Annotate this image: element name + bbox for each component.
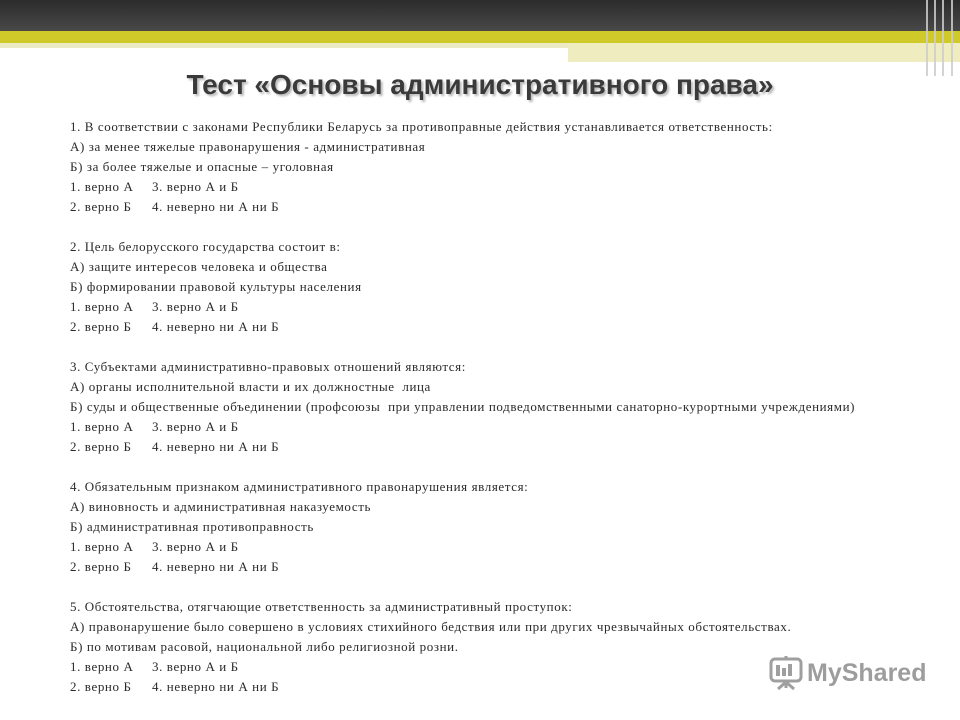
question-text: 3. Субъектами административно-правовых отношений являются: [70,359,466,374]
answer-choice: 1. верно А [70,419,134,434]
answer-choice: 2. верно Б [70,199,132,214]
answer-choice: 3. верно А и Б [152,299,239,314]
question-text: 1. В соответствии с законами Республики Беларусь за противоправные действия устанавливается ответственность: [70,119,773,134]
answer-row [70,557,930,577]
option-b: Б) по мотивам расовой, национальной либо религиозной розни. [70,639,459,654]
answer-row [70,197,930,217]
option-b: Б) формировании правовой культуры населения [70,279,362,294]
answer-row [70,297,930,317]
test-content [70,117,930,697]
answer-choice: 1. верно А [70,659,134,674]
option-a: А) органы исполнительной власти и их должностные лица [70,379,431,394]
answer-choice: 4. неверно ни А ни Б [152,439,280,454]
answer-choice: 4. неверно ни А ни Б [152,199,280,214]
option-a: А) защите интересов человека и общества [70,259,328,274]
answer-row [70,317,930,337]
answer-row [70,537,930,557]
answer-choice: 4. неверно ни А ни Б [152,559,280,574]
answer-choice: 1. верно А [70,299,134,314]
answer-choice: 1. верно А [70,179,134,194]
question-text: 2. Цель белорусского государства состоит в: [70,239,341,254]
decorative-vertical-line [942,0,944,76]
option-a: А) виновность и административная наказуемость [70,499,372,514]
answer-choice: 3. верно А и Б [152,659,239,674]
presentation-board-icon [768,655,804,691]
decorative-vertical-line [926,0,928,76]
option-b: Б) административная противоправность [70,519,314,534]
decorative-vertical-line [934,0,936,76]
answer-choice: 3. верно А и Б [152,419,239,434]
question-block [70,357,930,457]
slide-title: Тест «Основы административного права» [186,69,774,100]
option-a: А) правонарушение было совершено в условиях стихийного бедствия или при других чрезвычайных обстоятельствах. [70,619,792,634]
header-pale-band [568,43,960,62]
answer-choice: 3. верно А и Б [152,179,239,194]
answer-choice: 2. верно Б [70,559,132,574]
header-pale-line [0,43,568,48]
option-b: Б) суды и общественные объединении (профсоюзы при управлении подведомственными санаторно-курортными учреждениями) [70,399,856,414]
header-accent-stripe [0,31,960,43]
watermark-text: MyShared [807,658,927,687]
answer-choice: 3. верно А и Б [152,539,239,554]
answer-choice: 2. верно Б [70,319,132,334]
answer-row [70,177,930,197]
answer-choice: 2. верно Б [70,679,132,694]
answer-choice: 4. неверно ни А ни Б [152,319,280,334]
myshared-watermark [768,654,928,692]
question-block [70,237,930,337]
option-b: Б) за более тяжелые и опасные – уголовная [70,159,334,174]
question-block [70,477,930,577]
option-a: А) за менее тяжелые правонарушения - административная [70,139,426,154]
answer-choice: 1. верно А [70,539,134,554]
question-text: 4. Обязательным признаком административного правонарушения является: [70,479,529,494]
answer-choice: 4. неверно ни А ни Б [152,679,280,694]
question-block [70,117,930,217]
answer-row [70,417,930,437]
question-text: 5. Обстоятельства, отягчающие ответственность за административный проступок: [70,599,573,614]
decorative-vertical-line [951,0,953,76]
slide-header-bar [0,0,960,31]
answer-row [70,437,930,457]
answer-choice: 2. верно Б [70,439,132,454]
